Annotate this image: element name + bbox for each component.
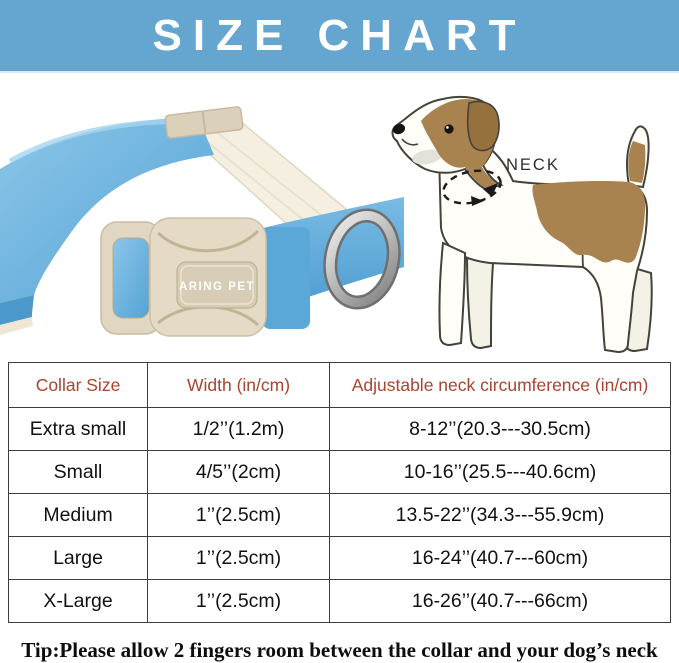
cell-neck: 16-24’’(40.7---60cm) xyxy=(330,537,671,580)
table-row xyxy=(9,451,671,494)
dog-illustration xyxy=(385,93,675,357)
neck-label: NECK xyxy=(506,156,560,174)
cell-neck: 16-26’’(40.7---66cm) xyxy=(330,580,671,623)
buckle xyxy=(101,218,266,336)
cell-width: 1/2’’(1.2m) xyxy=(148,408,330,451)
table-header-row xyxy=(9,363,671,408)
tip-text: Tip:Please allow 2 fingers room between the collar and your dog’s neck xyxy=(21,638,658,662)
page-title: SIZE CHART xyxy=(152,10,527,60)
collar-photo xyxy=(0,81,420,359)
cell-neck: 13.5-22’’(34.3---55.9cm) xyxy=(330,494,671,537)
cell-neck: 8-12’’(20.3---30.5cm) xyxy=(330,408,671,451)
header-neck-circumference: Adjustable neck circumference (in/cm) xyxy=(330,363,671,408)
cell-width: 1’’(2.5cm) xyxy=(148,580,330,623)
dog-ear xyxy=(468,101,499,150)
cell-size: Medium xyxy=(9,494,148,537)
header-collar-size: Collar Size xyxy=(9,363,148,408)
table-row xyxy=(9,537,671,580)
table-row xyxy=(9,408,671,451)
cell-width: 4/5’’(2cm) xyxy=(148,451,330,494)
cell-size: Small xyxy=(9,451,148,494)
cell-neck: 10-16’’(25.5---40.6cm) xyxy=(330,451,671,494)
table-row xyxy=(9,494,671,537)
cell-size: X-Large xyxy=(9,580,148,623)
illustration-scene xyxy=(0,73,679,360)
dog-tail-patch xyxy=(628,141,645,183)
table-row xyxy=(9,580,671,623)
size-table xyxy=(8,362,671,623)
cell-width: 1’’(2.5cm) xyxy=(148,537,330,580)
cell-size: Extra small xyxy=(9,408,148,451)
header-width: Width (in/cm) xyxy=(148,363,330,408)
cell-width: 1’’(2.5cm) xyxy=(148,494,330,537)
collar-strap-loop xyxy=(262,227,310,329)
cell-size: Large xyxy=(9,537,148,580)
dog-eye xyxy=(444,124,453,133)
header-banner xyxy=(0,0,679,73)
brand-label: ARING PET xyxy=(178,281,256,293)
